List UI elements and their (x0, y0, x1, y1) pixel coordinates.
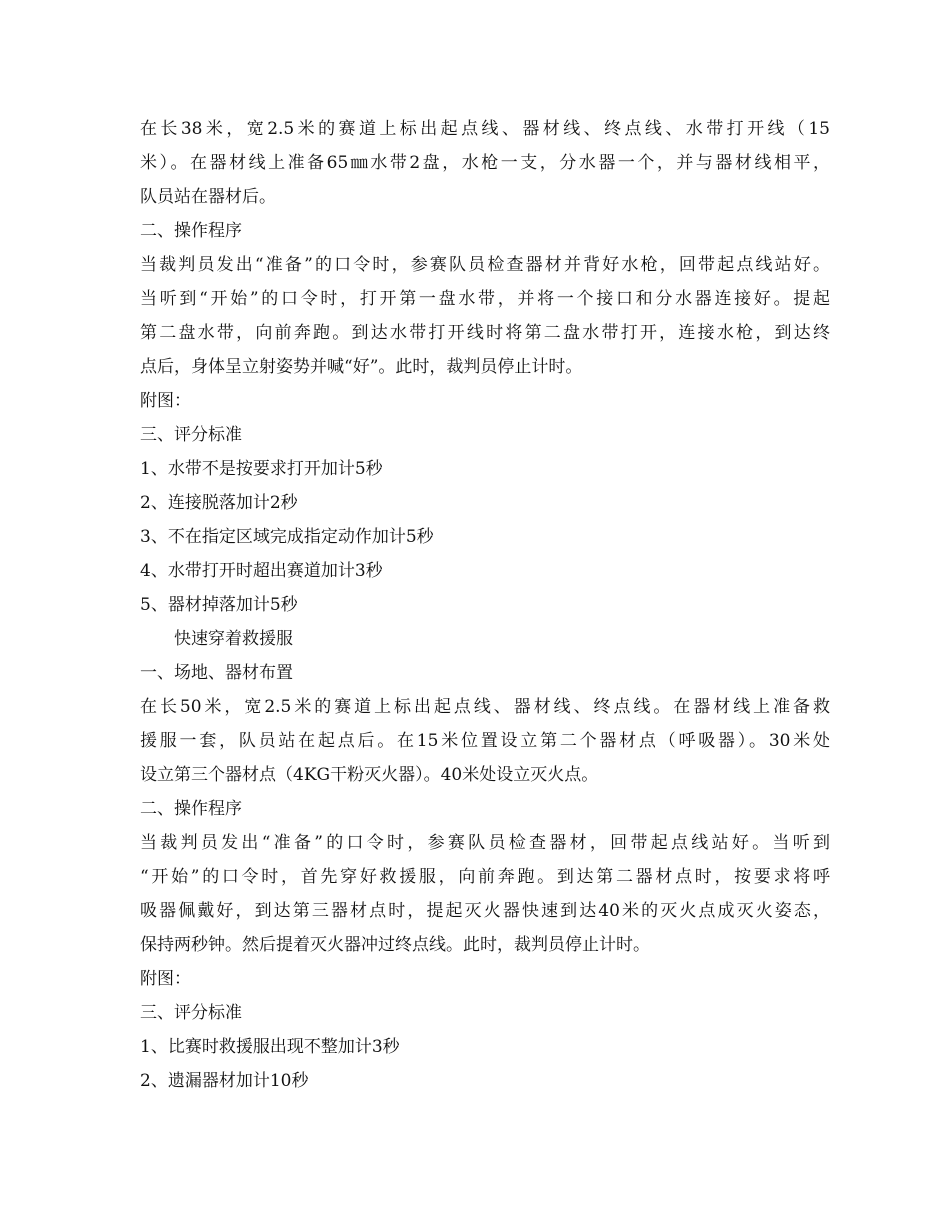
text-line: 点后，身体呈立射姿势并喊“好”。此时，裁判员停止计时。 (140, 357, 583, 377)
section-heading: 三、评分标准 (140, 1003, 242, 1023)
section-heading: 二、操作程序 (140, 221, 242, 241)
section-heading: 一、场地、器材布置 (140, 663, 293, 683)
figure-label: 附图： (140, 391, 191, 411)
text-line: 吸器佩戴好，到达第三器材点时，提起灭火器快速到达40米的灭火点成灭火姿态， (140, 901, 830, 921)
text-line: 当裁判员发出“准备”的口令时，参赛队员检查器材，回带起点线站好。当听到 (140, 833, 830, 853)
text-line: 当听到“开始”的口令时，打开第一盘水带，并将一个接口和分水器连接好。提起 (140, 289, 830, 309)
document-body (140, 112, 830, 1098)
text-line: 援服一套，队员站在起点后。在15米位置设立第二个器材点（呼吸器）。30米处 (140, 731, 830, 751)
text-line: 米）。在器材线上准备65㎜水带2盘，水枪一支，分水器一个，并与器材线相平， (140, 153, 830, 173)
list-item: 4、水带打开时超出赛道加计3秒 (140, 561, 383, 581)
event-title: 快速穿着救援服 (174, 629, 293, 649)
text-line: 设立第三个器材点（4KG干粉灭火器）。40米处设立灭火点。 (140, 765, 599, 785)
text-line: 在长50米，宽2.5米的赛道上标出起点线、器材线、终点线。在器材线上准备救 (140, 697, 830, 717)
text-line: 在长38米，宽2.5米的赛道上标出起点线、器材线、终点线、水带打开线（15 (140, 119, 830, 139)
list-item: 3、不在指定区域完成指定动作加计5秒 (140, 527, 434, 547)
section-heading: 三、评分标准 (140, 425, 242, 445)
text-line: 当裁判员发出“准备”的口令时，参赛队员检查器材并背好水枪，回带起点线站好。 (140, 255, 830, 275)
text-line: 保持两秒钟。然后提着灭火器冲过终点线。此时，裁判员停止计时。 (140, 935, 650, 955)
text-line: 第二盘水带，向前奔跑。到达水带打开线时将第二盘水带打开，连接水枪，到达终 (140, 323, 830, 343)
list-item: 2、遗漏器材加计10秒 (140, 1071, 309, 1091)
list-item: 1、比赛时救援服出现不整加计3秒 (140, 1037, 400, 1057)
list-item: 2、连接脱落加计2秒 (140, 493, 298, 513)
list-item: 1、水带不是按要求打开加计5秒 (140, 459, 383, 479)
text-line: 队员站在器材后。 (140, 187, 276, 207)
text-line: “开始”的口令时，首先穿好救援服，向前奔跑。到达第二器材点时，按要求将呼 (140, 867, 830, 887)
section-heading: 二、操作程序 (140, 799, 242, 819)
figure-label: 附图： (140, 969, 191, 989)
list-item: 5、器材掉落加计5秒 (140, 595, 298, 615)
